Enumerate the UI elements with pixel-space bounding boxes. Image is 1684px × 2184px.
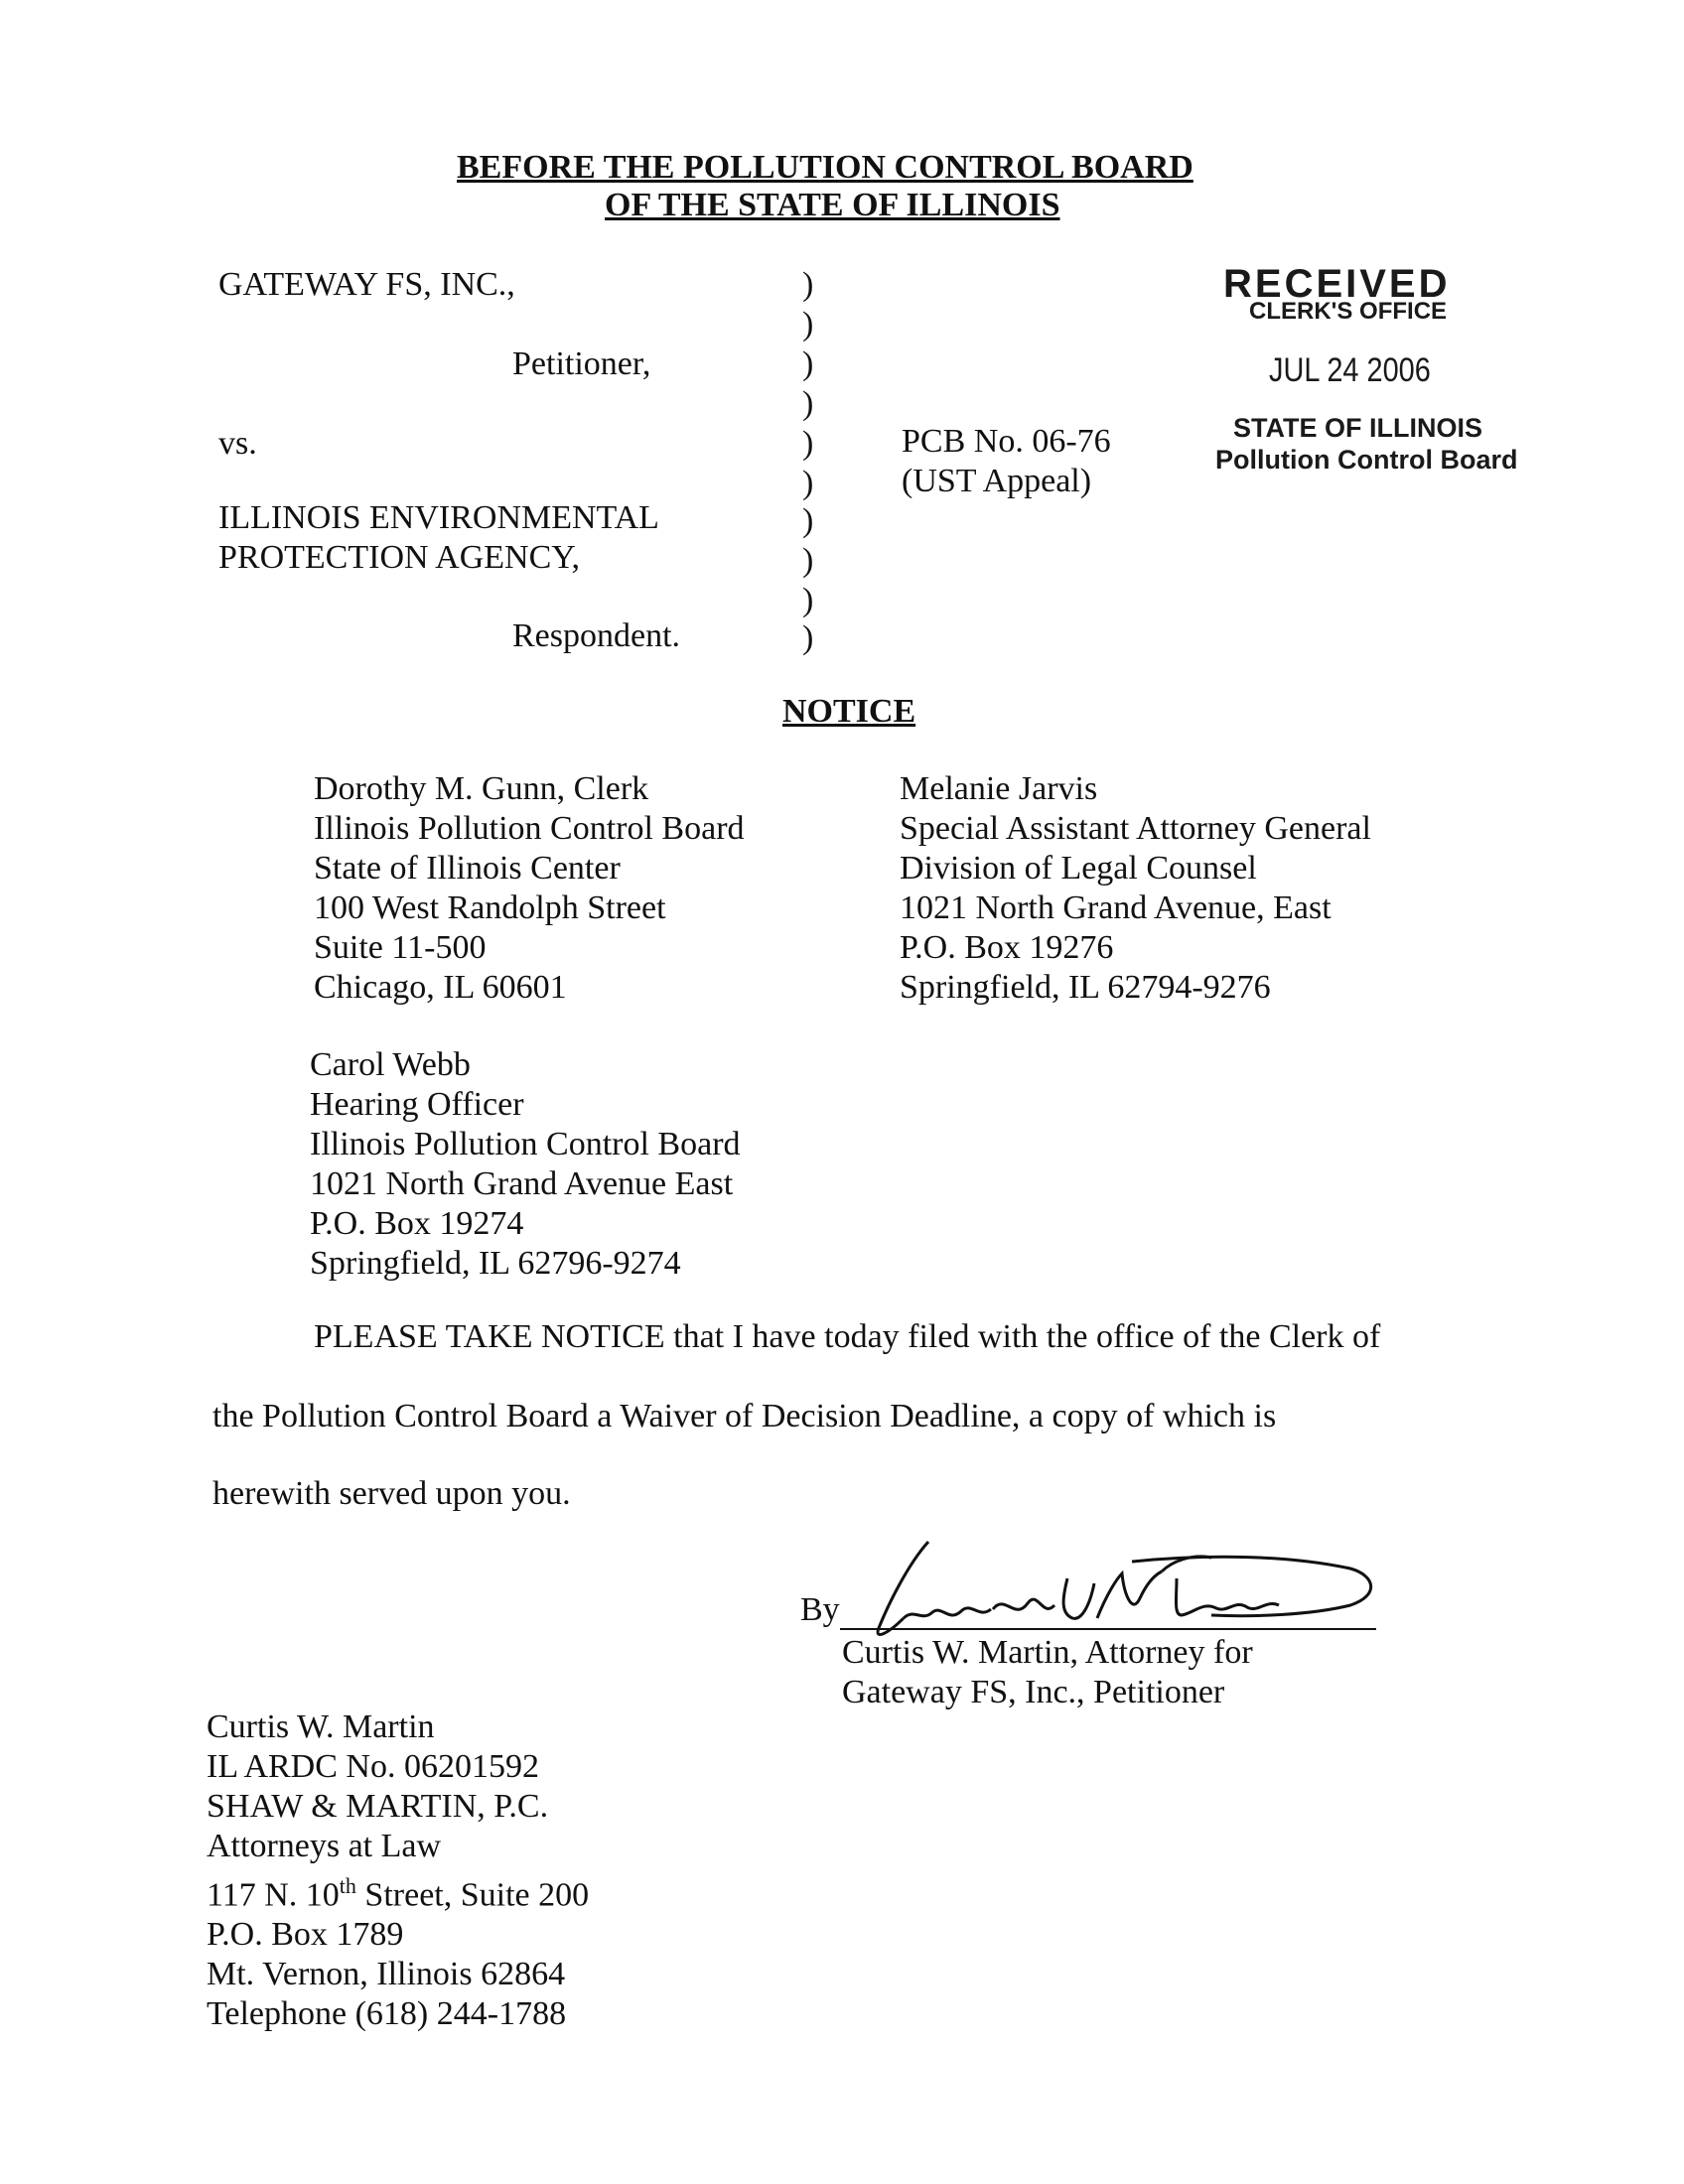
address-line: State of Illinois Center <box>314 850 621 887</box>
signature-by: By <box>800 1591 840 1628</box>
address-line: Chicago, IL 60601 <box>314 969 567 1006</box>
caption-paren: ) <box>802 306 814 342</box>
caption-paren: ) <box>802 425 814 462</box>
recipient-block-agency <box>900 769 1371 1008</box>
stamp-date: JUL 24 2006 <box>1269 351 1431 389</box>
stamp-office: CLERK'S OFFICE <box>1249 298 1448 325</box>
caption-paren: ) <box>802 502 814 539</box>
address-line: Melanie Jarvis <box>900 770 1098 807</box>
notice-body-line-2: the Pollution Control Board a Waiver of Decision Deadline, a copy of which is <box>212 1398 1277 1434</box>
attorney-box: P.O. Box 1789 <box>207 1916 404 1954</box>
address-line: Hearing Officer <box>310 1086 524 1123</box>
caption-paren: ) <box>802 465 814 501</box>
address-line: 1021 North Grand Avenue, East <box>900 889 1332 926</box>
vs-label: vs. <box>218 425 257 462</box>
address-line: Springfield, IL 62794-9276 <box>900 969 1271 1006</box>
address-line: Carol Webb <box>310 1046 471 1083</box>
caption-paren: ) <box>802 542 814 579</box>
case-type: (UST Appeal) <box>902 463 1092 499</box>
attorney-street <box>207 1866 589 1915</box>
stamp-state: STATE OF ILLINOIS <box>1233 413 1482 443</box>
recipient-block-hearing-officer <box>310 1045 741 1284</box>
attorney-firm: SHAW & MARTIN, P.C. <box>207 1788 549 1825</box>
caption-paren: ) <box>802 266 814 303</box>
address-line: Springfield, IL 62796-9274 <box>310 1245 681 1282</box>
address-line: Illinois Pollution Control Board <box>314 810 745 847</box>
notice-heading: NOTICE <box>782 693 916 730</box>
petitioner-name: GATEWAY FS, INC., <box>218 266 515 303</box>
recipient-block-clerk <box>314 769 745 1008</box>
street-ordinal: th <box>339 1873 356 1898</box>
stamp-board: Pollution Control Board <box>1215 445 1518 475</box>
address-line: Suite 11-500 <box>314 929 487 966</box>
respondent-label: Respondent. <box>512 617 681 654</box>
stamp-received: RECEIVED <box>1223 262 1451 306</box>
attorney-name: Curtis W. Martin <box>207 1708 435 1745</box>
caption-paren: ) <box>802 619 814 656</box>
respondent-name-line-1: ILLINOIS ENVIRONMENTAL <box>218 499 659 536</box>
notice-body-line-1: PLEASE TAKE NOTICE that I have today filed with the office of the Clerk of <box>314 1318 1381 1355</box>
signature-caption-line-1: Curtis W. Martin, Attorney for <box>842 1634 1253 1671</box>
caption-paren: ) <box>802 345 814 382</box>
attorney-phone: Telephone (618) 244-1788 <box>207 1995 567 2033</box>
address-line: Special Assistant Attorney General <box>900 810 1371 847</box>
signature-caption-line-2: Gateway FS, Inc., Petitioner <box>842 1674 1225 1710</box>
document-title-line-1: BEFORE THE POLLUTION CONTROL BOARD <box>457 149 1193 186</box>
attorney-ardc: IL ARDC No. 06201592 <box>207 1748 539 1785</box>
attorney-role: Attorneys at Law <box>207 1828 442 1864</box>
address-line: 1021 North Grand Avenue East <box>310 1165 734 1202</box>
street-number: 117 N. 10 <box>207 1876 340 1914</box>
case-number: PCB No. 06-76 <box>902 423 1111 460</box>
respondent-name-line-2: PROTECTION AGENCY, <box>218 539 580 576</box>
document-title-line-2: OF THE STATE OF ILLINOIS <box>605 187 1060 223</box>
signature-line <box>840 1628 1376 1630</box>
attorney-block <box>207 1707 589 2034</box>
address-line: Dorothy M. Gunn, Clerk <box>314 770 649 807</box>
address-line: P.O. Box 19276 <box>900 929 1114 966</box>
street-rest: Street, Suite 200 <box>355 1876 590 1914</box>
address-line: Division of Legal Counsel <box>900 850 1257 887</box>
attorney-city: Mt. Vernon, Illinois 62864 <box>207 1956 566 1993</box>
notice-body-line-3: herewith served upon you. <box>212 1475 571 1512</box>
petitioner-label: Petitioner, <box>512 345 651 382</box>
address-line: P.O. Box 19274 <box>310 1205 524 1242</box>
caption-paren: ) <box>802 385 814 422</box>
address-line: Illinois Pollution Control Board <box>310 1126 741 1162</box>
address-line: 100 West Randolph Street <box>314 889 666 926</box>
caption-paren: ) <box>802 582 814 618</box>
